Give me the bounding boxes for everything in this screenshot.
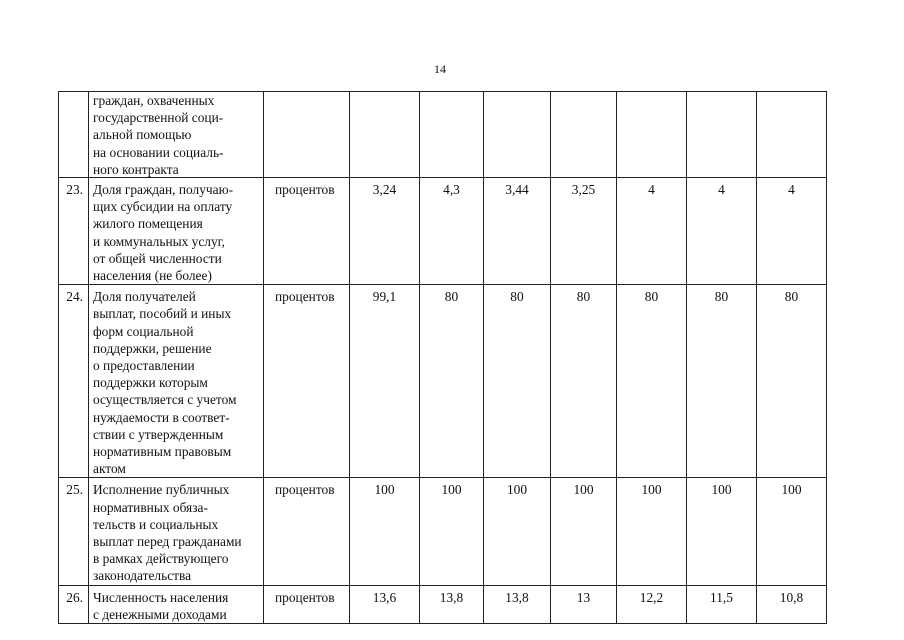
value-cell: 13,8	[484, 585, 551, 623]
indicator-name-line: о предоставлении	[93, 358, 195, 374]
row-number-cell: 24.	[59, 285, 89, 478]
indicator-name-line: и коммунальных услуг,	[93, 233, 225, 249]
unit-cell	[264, 92, 350, 178]
indicator-name-cell	[89, 178, 264, 285]
value-cell: 100	[551, 478, 617, 585]
row-number-cell: 26.	[59, 585, 89, 623]
indicator-name-line: Численность населения	[93, 589, 229, 605]
indicator-name-line: Доля граждан, получаю-	[93, 182, 234, 197]
indicator-name-line: нормативных обяза-	[93, 499, 208, 515]
value-cell	[484, 92, 551, 178]
value-cell: 4	[617, 178, 687, 285]
value-cell: 4,3	[420, 178, 484, 285]
value-cell: 100	[757, 478, 827, 585]
indicator-name-line: Исполнение публичных	[93, 482, 230, 498]
indicator-name-line: ного контракта	[93, 161, 179, 177]
value-cell: 100	[617, 478, 687, 585]
indicator-name-line: от общей численности	[93, 250, 222, 266]
unit-cell: процентов	[264, 285, 350, 478]
indicator-name-line: граждан, охваченных	[93, 93, 215, 108]
page-number: 14	[434, 62, 446, 76]
indicator-name-line: щих субсидии на оплату	[93, 199, 233, 215]
value-cell: 4	[687, 178, 757, 285]
unit-cell: процентов	[264, 178, 350, 285]
indicator-name-line: ствии с утвержденным	[93, 426, 224, 442]
value-cell	[350, 92, 420, 178]
indicator-name-line: поддержки которым	[93, 375, 208, 391]
table-row	[59, 178, 827, 285]
indicator-name-line: законодательства	[93, 568, 192, 584]
row-number-cell: 25.	[59, 478, 89, 585]
value-cell: 99,1	[350, 285, 420, 478]
value-cell: 13,8	[420, 585, 484, 623]
indicator-name-line: нормативным правовым	[93, 444, 232, 460]
table-row	[59, 585, 827, 623]
unit-cell: процентов	[264, 585, 350, 623]
table-row	[59, 92, 827, 178]
value-cell: 10,8	[757, 585, 827, 623]
indicator-name-cell	[89, 92, 264, 178]
table-row	[59, 478, 827, 585]
row-number-cell	[59, 92, 89, 178]
unit-cell: процентов	[264, 478, 350, 585]
value-cell: 3,44	[484, 178, 551, 285]
indicator-table	[58, 91, 827, 624]
indicator-name-cell	[89, 478, 264, 585]
indicator-name-line: государственной соци-	[93, 110, 224, 126]
value-cell: 80	[551, 285, 617, 478]
indicator-name-line: в рамках действующего	[93, 551, 229, 567]
indicator-name-line: населения (не более)	[93, 268, 212, 284]
indicator-name-line: поддержки, решение	[93, 340, 212, 356]
value-cell	[420, 92, 484, 178]
value-cell	[757, 92, 827, 178]
value-cell: 3,24	[350, 178, 420, 285]
value-cell: 100	[484, 478, 551, 585]
value-cell: 13	[551, 585, 617, 623]
value-cell	[617, 92, 687, 178]
indicator-name-cell	[89, 285, 264, 478]
indicator-name-line: с денежными доходами	[93, 606, 227, 622]
value-cell: 100	[350, 478, 420, 585]
value-cell: 4	[757, 178, 827, 285]
indicator-name-line: Доля получателей	[93, 289, 196, 305]
indicator-name-line: на основании социаль-	[93, 144, 224, 160]
value-cell: 80	[617, 285, 687, 478]
value-cell: 13,6	[350, 585, 420, 623]
value-cell	[551, 92, 617, 178]
indicator-name-line: актом	[93, 461, 126, 477]
value-cell: 80	[420, 285, 484, 478]
indicator-name-line: жилого помещения	[93, 216, 203, 232]
value-cell: 80	[484, 285, 551, 478]
indicator-name-cell	[89, 585, 264, 623]
value-cell: 11,5	[687, 585, 757, 623]
indicator-name-line: альной помощью	[93, 127, 192, 143]
indicator-name-line: осуществляется с учетом	[93, 392, 237, 408]
value-cell: 12,2	[617, 585, 687, 623]
value-cell: 100	[687, 478, 757, 585]
indicator-name-line: форм социальной	[93, 323, 194, 339]
value-cell: 3,25	[551, 178, 617, 285]
value-cell	[687, 92, 757, 178]
row-number-cell: 23.	[59, 178, 89, 285]
indicator-name-line: выплат, пособий и иных	[93, 306, 232, 322]
indicator-name-line: тельств и социальных	[93, 516, 219, 532]
table-row	[59, 285, 827, 478]
value-cell: 80	[687, 285, 757, 478]
indicator-name-line: нуждаемости в соответ-	[93, 409, 230, 425]
indicator-name-line: выплат перед гражданами	[93, 534, 242, 550]
value-cell: 80	[757, 285, 827, 478]
value-cell: 100	[420, 478, 484, 585]
